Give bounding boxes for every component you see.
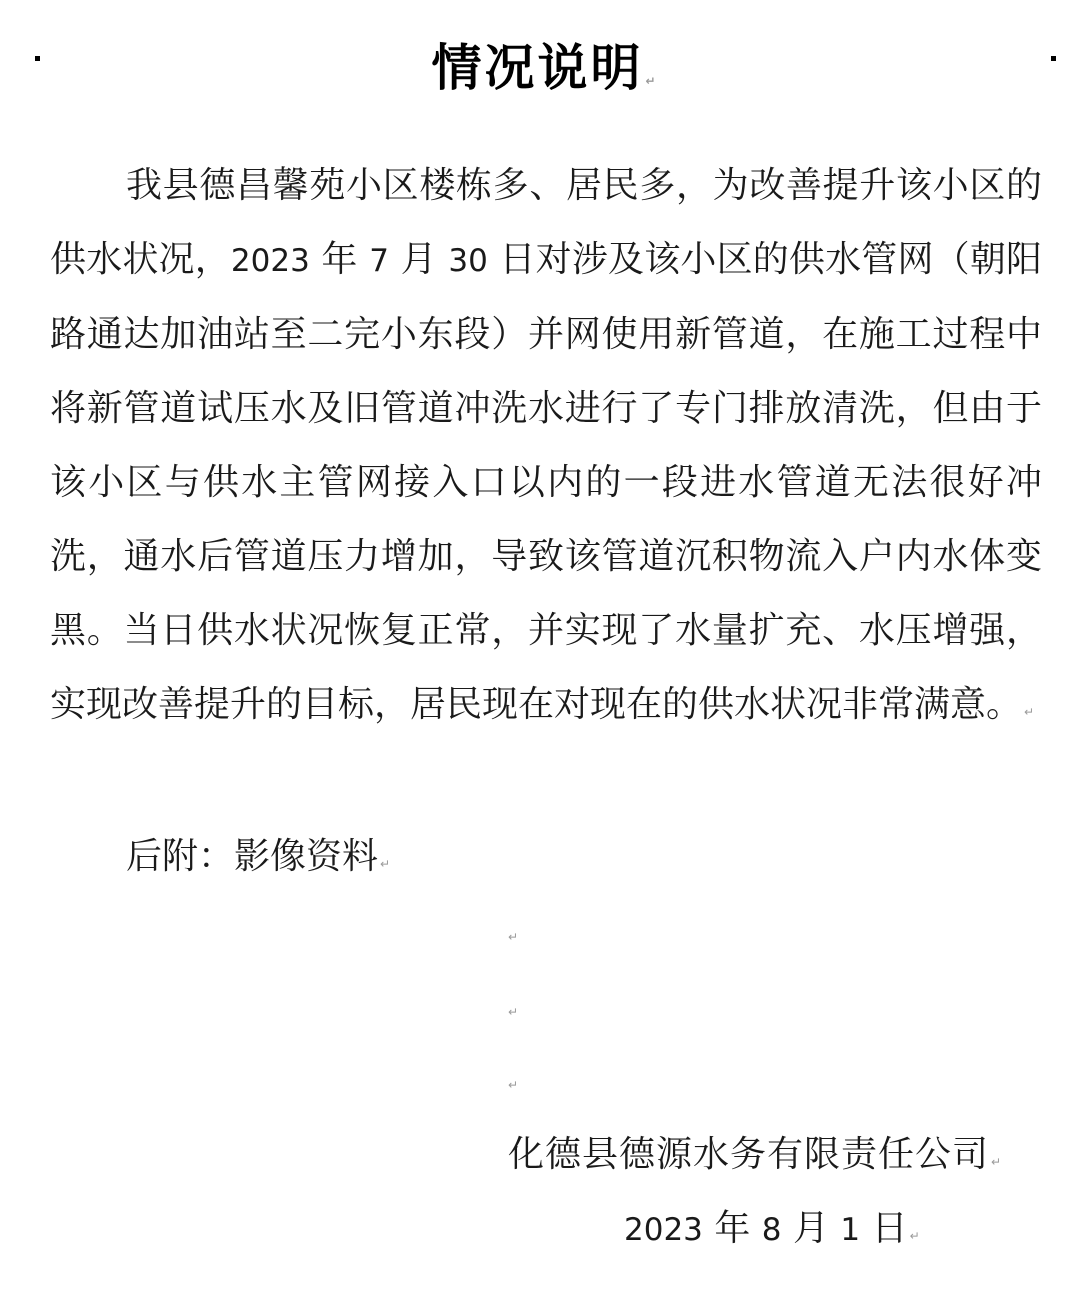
body-part-1: 我县德昌馨苑小区楼栋多、居民多，为改善提升该小区的供水状况，: [50, 165, 1042, 280]
paragraph-mark-icon: ↵: [508, 1005, 519, 1019]
document-title: [0, 28, 1080, 100]
body-day: 30: [448, 243, 488, 279]
body-month: 7: [369, 243, 389, 279]
company-text: 化德县德源水务有限责任公司: [508, 1134, 990, 1175]
date-sep-2: 月: [781, 1208, 841, 1249]
company-name: [508, 1118, 1002, 1199]
date-year: 2023: [624, 1212, 703, 1248]
title-text: 情况说明: [431, 38, 644, 97]
body-paragraph: [50, 149, 1042, 749]
body-part-4: 日对涉及该小区的供水管网（朝阳路通达加油站至二完小东段）并网使用新管道，在施工过程中将新管道试压水及旧管道冲洗水进行了专门排放清洗，但由于该小区与供水主管网接入口以内的一段进水管道无法很好冲洗，通水后管道压力增加，导致该管道沉积物流入户内水体变黑。当日供水状况恢复正常，并实现了水量扩充、水压增强，实现改善提升的目标，居民现在对现在的供水状况非常满意。: [50, 239, 1043, 725]
date-sep-3: 日: [860, 1208, 908, 1249]
date-sep-1: 年: [702, 1208, 762, 1249]
paragraph-mark-icon: ↵: [508, 1078, 519, 1092]
date-day: 1: [840, 1212, 861, 1248]
paragraph-mark-icon: ↵: [1024, 705, 1035, 719]
attachment-text: 后附：影像资料: [126, 836, 379, 877]
paragraph-mark-icon: ↵: [909, 1229, 920, 1243]
body-part-3: 月: [388, 239, 449, 280]
paragraph-mark-icon: ↵: [991, 1155, 1003, 1169]
attachment-line: [126, 820, 390, 901]
paragraph-mark-icon: ↵: [508, 930, 519, 944]
date-month: 8: [761, 1212, 782, 1248]
paragraph-mark-icon: ↵: [380, 857, 391, 871]
body-year: 2023: [230, 243, 310, 279]
body-part-2: 年: [309, 239, 370, 280]
signature-date: [624, 1192, 920, 1273]
paragraph-mark-icon: ↵: [645, 74, 659, 88]
